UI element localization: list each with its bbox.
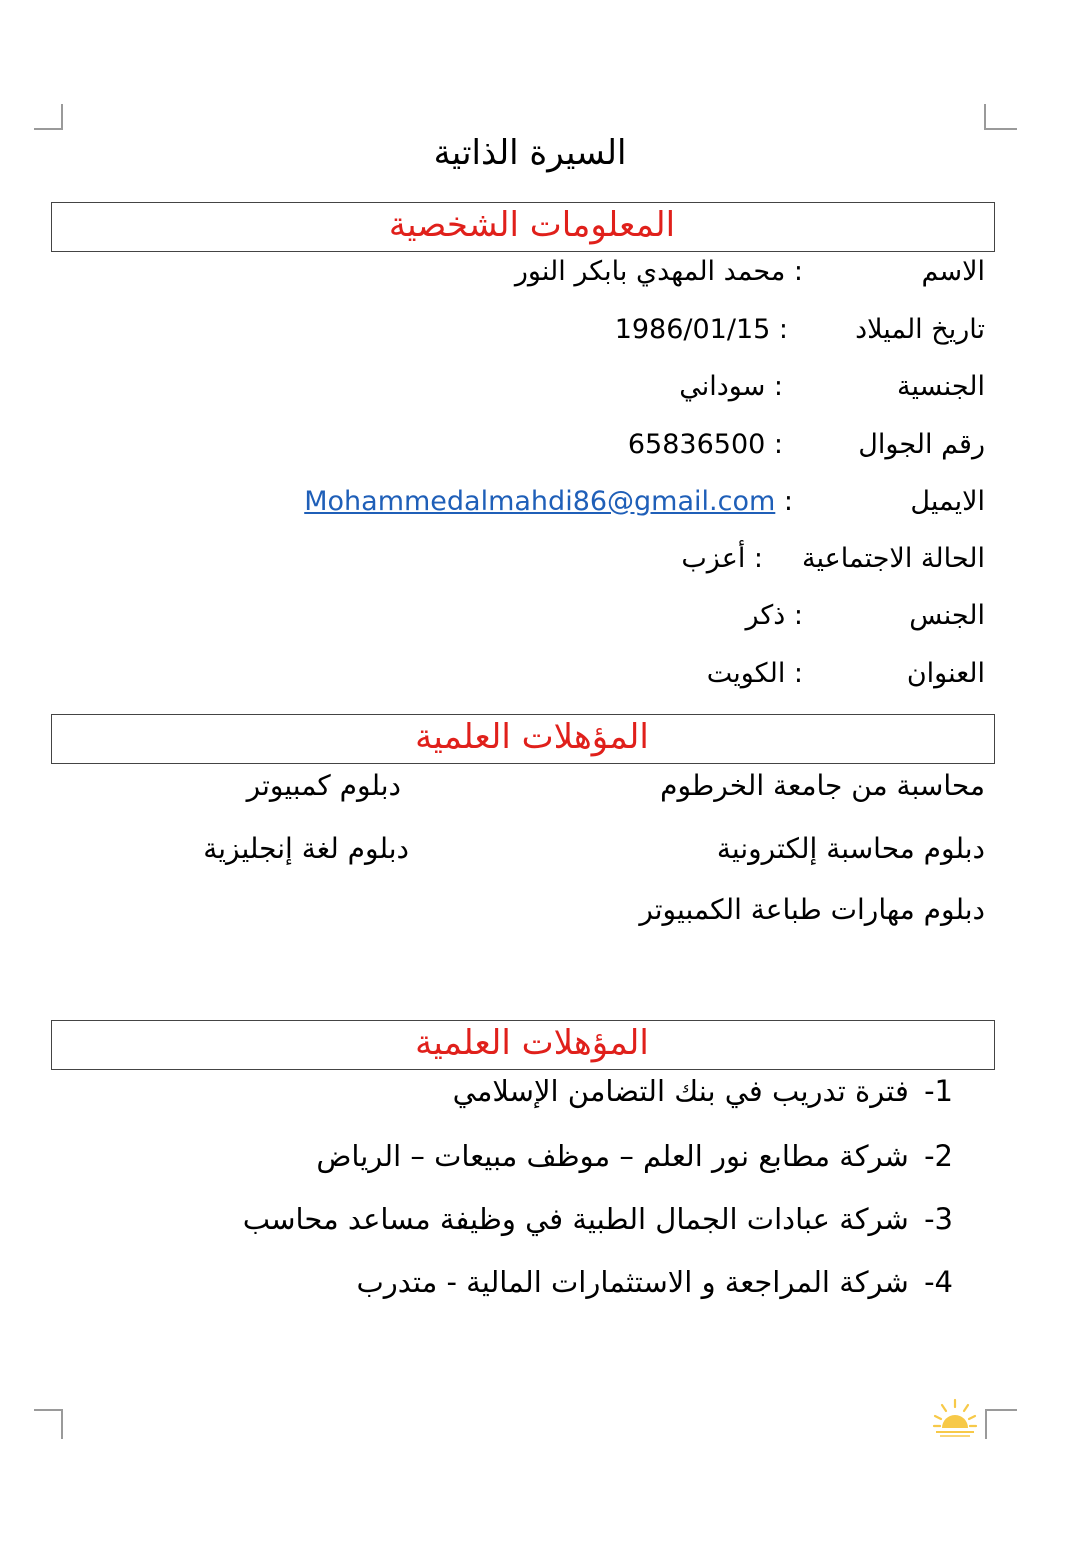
qualification-computer-diploma: دبلوم كمبيوتر [246, 769, 401, 802]
experience-heading: المؤهلات العلمية [415, 1023, 649, 1063]
qualifications-heading: المؤهلات العلمية [415, 717, 649, 757]
personal-info-header-box [51, 202, 995, 252]
address-label: العنوان [906, 658, 985, 689]
personal-row-birthdate [0, 306, 1073, 354]
marital-status-value: : أعزب [681, 543, 763, 574]
experience-item [453, 1066, 953, 1116]
qualifications-header-box [51, 714, 995, 764]
name-label: الاسم [921, 256, 985, 287]
mobile-value: : 65836500 [627, 429, 783, 460]
personal-row-name [0, 248, 1073, 296]
experience-item-number: 3- [924, 1202, 953, 1236]
experience-item-number: 2- [924, 1139, 953, 1173]
birthdate-label: تاريخ الميلاد [855, 314, 985, 345]
crop-mark-bottom-right [985, 1409, 1017, 1439]
email-value [304, 478, 793, 526]
email-label: الايميل [910, 486, 985, 517]
gender-value: : ذكر [745, 600, 803, 631]
experience-item-number: 1- [924, 1074, 953, 1108]
experience-item-text: شركة عبادات الجمال الطبية في وظيفة مساعد محاسب [242, 1202, 909, 1236]
experience-item-text: شركة المراجعة و الاستثمارات المالية - متدرب [356, 1265, 909, 1299]
experience-item [316, 1131, 953, 1181]
personal-row-nationality [0, 363, 1073, 411]
address-value: : الكويت [706, 658, 803, 689]
personal-row-email [0, 478, 1073, 526]
marital-status-label: الحالة الاجتماعية [802, 543, 985, 574]
gender-label: الجنس [909, 600, 985, 631]
personal-info-heading: المعلومات الشخصية [388, 205, 676, 245]
qualification-accounting-degree: محاسبة من جامعة الخرطوم [660, 769, 985, 802]
page-title: السيرة الذاتية [433, 133, 627, 173]
experience-item [243, 1194, 953, 1244]
experience-item-text: شركة مطابع نور العلم – موظف مبيعات – الرياض [316, 1139, 909, 1173]
personal-row-mobile [0, 421, 1073, 469]
qualification-english-diploma: دبلوم لغة إنجليزية [203, 832, 409, 865]
crop-mark-top-right [984, 104, 1017, 130]
personal-row-gender [0, 592, 1073, 640]
crop-mark-top-left [34, 104, 63, 130]
qualification-typing-diploma: دبلوم مهارات طباعة الكمبيوتر [639, 893, 985, 926]
nationality-value: : سوداني [679, 371, 783, 402]
experience-item-text: فترة تدريب في بنك التضامن الإسلامي [452, 1074, 909, 1108]
experience-header-box [51, 1020, 995, 1070]
personal-row-address [0, 650, 1073, 698]
nationality-label: الجنسية [896, 371, 985, 402]
mobile-label: رقم الجوال [858, 429, 985, 460]
email-link[interactable]: Mohammedalmahdi86@gmail.com [304, 486, 776, 517]
name-value: : محمد المهدي بابكر النور [514, 256, 803, 287]
email-separator: : [783, 486, 793, 517]
experience-item-number: 4- [924, 1265, 953, 1299]
qualification-e-accounting-diploma: دبلوم محاسبة إلكترونية [716, 832, 985, 865]
birthdate-value: : 1986/01/15 [614, 314, 788, 345]
personal-row-marital-status [0, 535, 1073, 583]
sun-icon [930, 1394, 980, 1444]
experience-item [356, 1257, 953, 1307]
crop-mark-bottom-left [34, 1409, 63, 1439]
